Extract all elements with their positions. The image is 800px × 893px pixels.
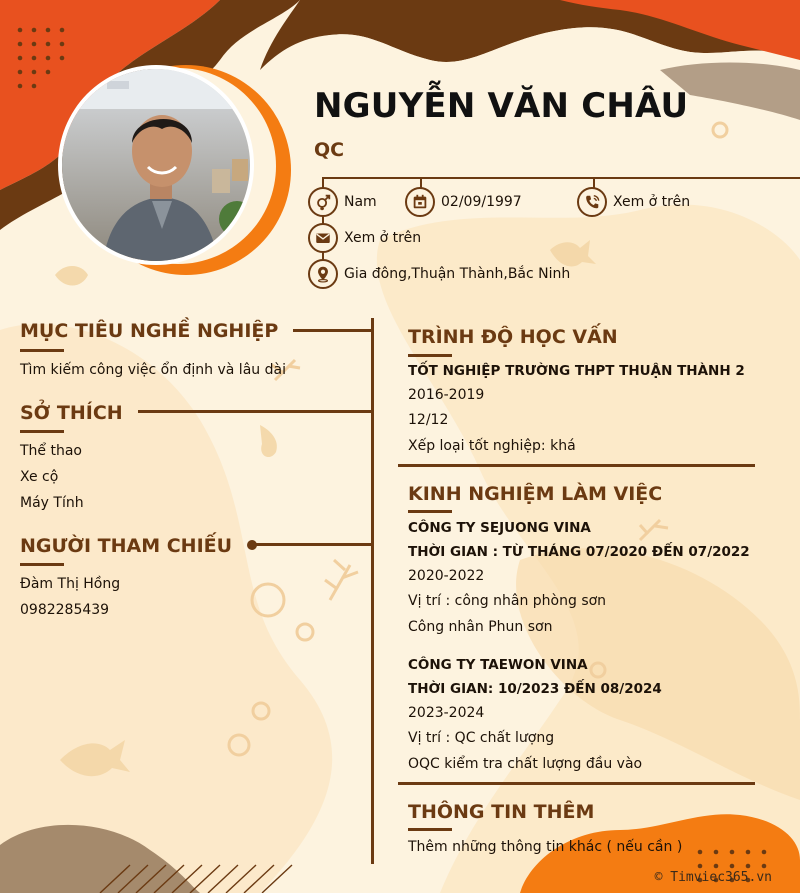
phone-item xyxy=(577,187,690,217)
watermark: © Timviec365.vn xyxy=(654,870,772,885)
section-separator xyxy=(398,464,755,467)
job-description: Công nhân Phun sơn xyxy=(408,619,553,635)
job-position: Vị trí : QC chất lượng xyxy=(408,730,555,746)
phone-icon xyxy=(577,187,607,217)
candidate-name: NGUYỄN VĂN CHÂU xyxy=(314,86,689,126)
section-separator xyxy=(398,782,755,785)
job-period: THỜI GIAN: 10/2023 ĐẾN 08/2024 xyxy=(408,681,662,697)
reference-phone: 0982285439 xyxy=(20,602,110,618)
title-underline xyxy=(408,828,452,831)
connector-dot xyxy=(247,540,257,550)
job-period: THỜI GIAN : TỪ THÁNG 07/2020 ĐẾN 07/2022 xyxy=(408,544,750,560)
info-divider xyxy=(322,177,800,179)
education-years: 2016-2019 xyxy=(408,387,485,403)
hobby-item: Máy Tính xyxy=(20,495,84,511)
experience-title: KINH NGHIỆM LÀM VIỆC xyxy=(408,483,663,505)
extra-info-title: THÔNG TIN THÊM xyxy=(408,801,595,823)
title-underline xyxy=(408,510,452,513)
phone-value: Xem ở trên xyxy=(613,194,691,210)
hobbies-title: SỞ THÍCH xyxy=(20,402,123,424)
gender-value: Nam xyxy=(344,194,377,210)
extra-info-text: Thêm những thông tin khác ( nếu cần ) xyxy=(408,839,683,855)
title-underline xyxy=(20,349,64,352)
section-connector xyxy=(254,543,373,546)
hobby-item: Thể thao xyxy=(20,443,82,459)
title-underline xyxy=(408,354,452,357)
job-description: OQC kiểm tra chất lượng đầu vào xyxy=(408,756,643,772)
objective-title: MỤC TIÊU NGHỀ NGHIỆP xyxy=(20,320,279,342)
gender-icon xyxy=(308,187,338,217)
education-rank: Xếp loại tốt nghiệp: khá xyxy=(408,438,576,454)
section-connector xyxy=(138,410,373,413)
birthday-value: 02/09/1997 xyxy=(441,194,522,210)
email-icon xyxy=(308,223,338,253)
calendar-icon xyxy=(405,187,435,217)
reference-title: NGƯỜI THAM CHIẾU xyxy=(20,535,233,557)
objective-text: Tìm kiếm công việc ổn định và lâu dài xyxy=(20,362,286,378)
address-item xyxy=(308,259,570,289)
job-years: 2023-2024 xyxy=(408,705,485,721)
reference-name: Đàm Thị Hồng xyxy=(20,576,121,592)
job-position: Vị trí : công nhân phòng sơn xyxy=(408,593,607,609)
gender-item xyxy=(308,187,377,217)
job-years: 2020-2022 xyxy=(408,568,485,584)
email-value: Xem ở trên xyxy=(344,230,422,246)
education-grade: 12/12 xyxy=(408,412,449,428)
education-title: TRÌNH ĐỘ HỌC VẤN xyxy=(408,326,618,348)
title-underline xyxy=(20,563,64,566)
school-name: TỐT NGHIỆP TRƯỜNG THPT THUẬN THÀNH 2 xyxy=(408,363,745,379)
company-name: CÔNG TY TAEWON VINA xyxy=(408,657,588,673)
job-title: QC xyxy=(314,139,345,161)
title-underline xyxy=(20,430,64,433)
company-name: CÔNG TY SEJUONG VINA xyxy=(408,520,591,536)
birthday-item xyxy=(405,187,522,217)
location-icon xyxy=(308,259,338,289)
email-item xyxy=(308,223,421,253)
profile-photo xyxy=(58,65,254,265)
address-value: Gia đông,Thuận Thành,Bắc Ninh xyxy=(344,266,571,282)
section-connector xyxy=(293,329,373,332)
hobby-item: Xe cộ xyxy=(20,469,59,485)
column-divider xyxy=(371,318,374,864)
